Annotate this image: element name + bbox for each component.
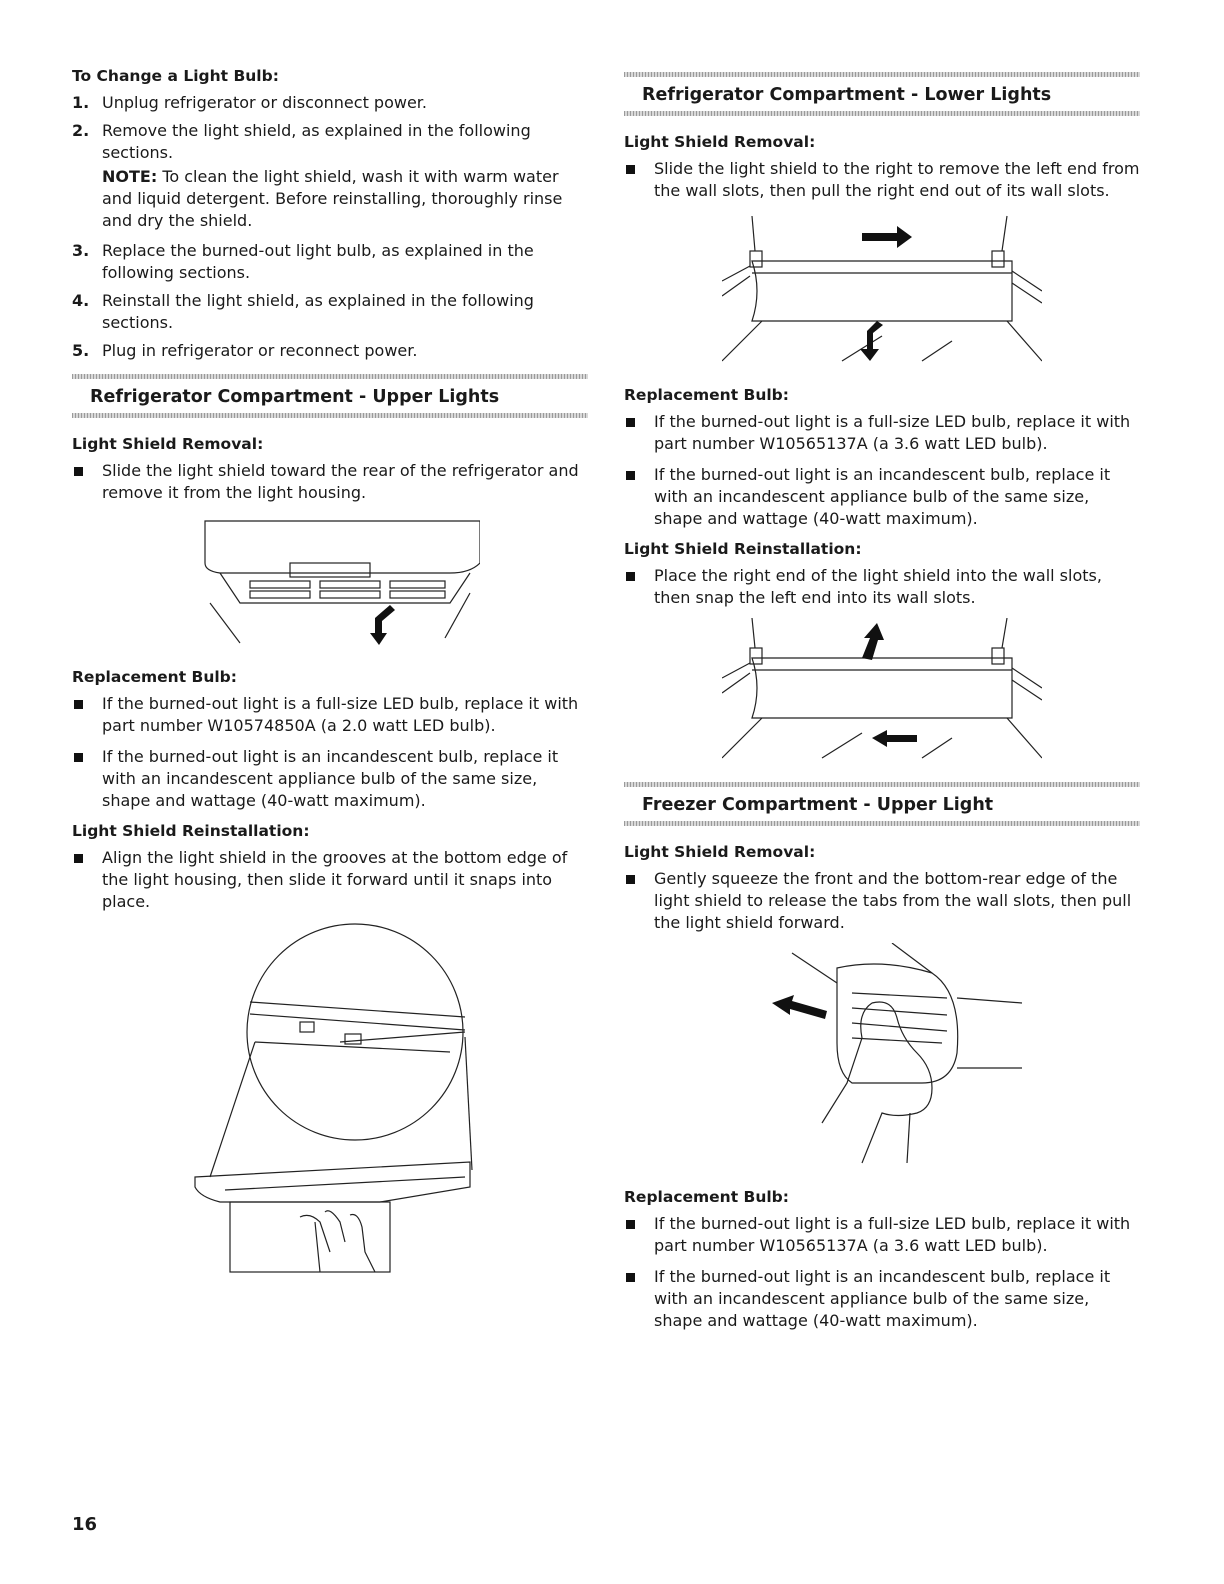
freezer-bulb-heading: Replacement Bulb: (624, 1188, 789, 1206)
bullet-square-icon (626, 572, 635, 581)
list-item-text: Slide the light shield toward the rear of the refrigerator and remove it from the light housing. (102, 461, 579, 502)
list-item-text: If the burned-out light is a full-size LED bulb, replace it with part number W10565137A (a 3.6 watt LED bulb). (654, 1214, 1131, 1255)
step-item (72, 290, 588, 334)
upper-bulb-list (72, 693, 588, 812)
step-number: 4. (72, 291, 90, 310)
list-item-text: Gently squeeze the front and the bottom-rear edge of the light shield to release the tabs from the wall slots, then pull the light shield forward. (654, 869, 1132, 932)
list-item (72, 746, 588, 812)
note-text: To clean the light shield, wash it with warm water and liquid detergent. Before reinstalling, thoroughly rinse and dry the shield. (102, 167, 563, 230)
list-item (624, 1213, 1140, 1257)
step-item (72, 92, 588, 114)
list-item-text: If the burned-out light is a full-size LED bulb, replace it with part number W10565137A (a 3.6 watt LED bulb). (654, 412, 1131, 453)
bullet-square-icon (74, 700, 83, 709)
step-number: 2. (72, 121, 90, 140)
list-item-text: Place the right end of the light shield into the wall slots, then snap the left end into its wall slots. (654, 566, 1102, 607)
bullet-square-icon (74, 753, 83, 762)
upper-light-reinstall-illustration (180, 922, 480, 1282)
list-item (624, 1266, 1140, 1332)
step-text: Unplug refrigerator or disconnect power. (102, 93, 427, 112)
list-item-text: Slide the light shield to the right to remove the left end from the wall slots, then pull the right end out of its wall slots. (654, 159, 1140, 200)
step-item (72, 240, 588, 284)
list-item (72, 460, 588, 504)
list-item-text: If the burned-out light is an incandescent bulb, replace it with an incandescent appliance bulb of the same size, shape and wattage (40-watt maximum). (654, 1267, 1111, 1330)
list-item (624, 565, 1140, 609)
upper-light-removal-illustration (180, 513, 480, 653)
step-text: Reinstall the light shield, as explained in the following sections. (102, 291, 534, 332)
list-item (72, 693, 588, 737)
list-item (624, 868, 1140, 934)
upper-reinstall-heading: Light Shield Reinstallation: (72, 822, 310, 840)
header-rule-bottom (624, 111, 1140, 116)
lower-removal-list (624, 158, 1140, 202)
upper-removal-heading: Light Shield Removal: (72, 435, 264, 453)
list-item (624, 464, 1140, 530)
bullet-square-icon (626, 1220, 635, 1229)
bullet-square-icon (74, 467, 83, 476)
list-item-text: If the burned-out light is a full-size LED bulb, replace it with part number W10574850A (a 2.0 watt LED bulb). (102, 694, 579, 735)
list-item-text: Align the light shield in the grooves at the bottom edge of the light housing, then slide it forward until it snaps into place. (102, 848, 568, 911)
change-bulb-steps (72, 92, 588, 362)
list-item-text: If the burned-out light is an incandescent bulb, replace it with an incandescent appliance bulb of the same size, shape and wattage (40-watt maximum). (654, 465, 1111, 528)
bullet-square-icon (626, 471, 635, 480)
note-label: NOTE: (102, 167, 158, 186)
upper-lights-section-header (72, 374, 588, 418)
step-number: 3. (72, 241, 90, 260)
freezer-removal-heading: Light Shield Removal: (624, 843, 816, 861)
upper-removal-list (72, 460, 588, 504)
change-bulb-heading: To Change a Light Bulb: (72, 67, 279, 85)
upper-reinstall-list (72, 847, 588, 913)
step-text: Replace the burned-out light bulb, as explained in the following sections. (102, 241, 534, 282)
lower-reinstall-heading: Light Shield Reinstallation: (624, 540, 862, 558)
lower-removal-heading: Light Shield Removal: (624, 133, 816, 151)
list-item-text: If the burned-out light is an incandescent bulb, replace it with an incandescent appliance bulb of the same size, shape and wattage (40-watt maximum). (102, 747, 559, 810)
lower-reinstall-list (624, 565, 1140, 609)
upper-lights-title: Refrigerator Compartment - Upper Lights (90, 387, 500, 407)
step-number: 1. (72, 93, 90, 112)
page-number: 16 (72, 1514, 98, 1535)
freezer-removal-list (624, 868, 1140, 934)
upper-bulb-heading: Replacement Bulb: (72, 668, 237, 686)
step-text: Plug in refrigerator or reconnect power. (102, 341, 418, 360)
left-column (72, 66, 588, 1296)
header-rule-bottom (72, 413, 588, 418)
lower-lights-title: Refrigerator Compartment - Lower Lights (642, 85, 1052, 105)
lower-bulb-list (624, 411, 1140, 530)
lower-light-reinstall-illustration (722, 618, 1042, 768)
freezer-light-removal-illustration (732, 943, 1032, 1173)
bullet-square-icon (626, 418, 635, 427)
step-text: Remove the light shield, as explained in the following sections. (102, 121, 531, 162)
bullet-square-icon (626, 165, 635, 174)
freezer-light-title: Freezer Compartment - Upper Light (642, 795, 994, 815)
freezer-light-section-header (624, 782, 1140, 826)
step-item (72, 340, 588, 362)
step-item (72, 120, 588, 232)
freezer-bulb-list (624, 1213, 1140, 1332)
list-item (624, 411, 1140, 455)
header-rule-bottom (624, 821, 1140, 826)
bullet-square-icon (626, 1273, 635, 1282)
lower-bulb-heading: Replacement Bulb: (624, 386, 789, 404)
cleaning-note (102, 166, 588, 232)
right-column (624, 66, 1140, 1341)
list-item (72, 847, 588, 913)
step-number: 5. (72, 341, 90, 360)
bullet-square-icon (74, 854, 83, 863)
lower-light-removal-illustration (722, 211, 1042, 371)
lower-lights-section-header (624, 72, 1140, 116)
bullet-square-icon (626, 875, 635, 884)
list-item (624, 158, 1140, 202)
